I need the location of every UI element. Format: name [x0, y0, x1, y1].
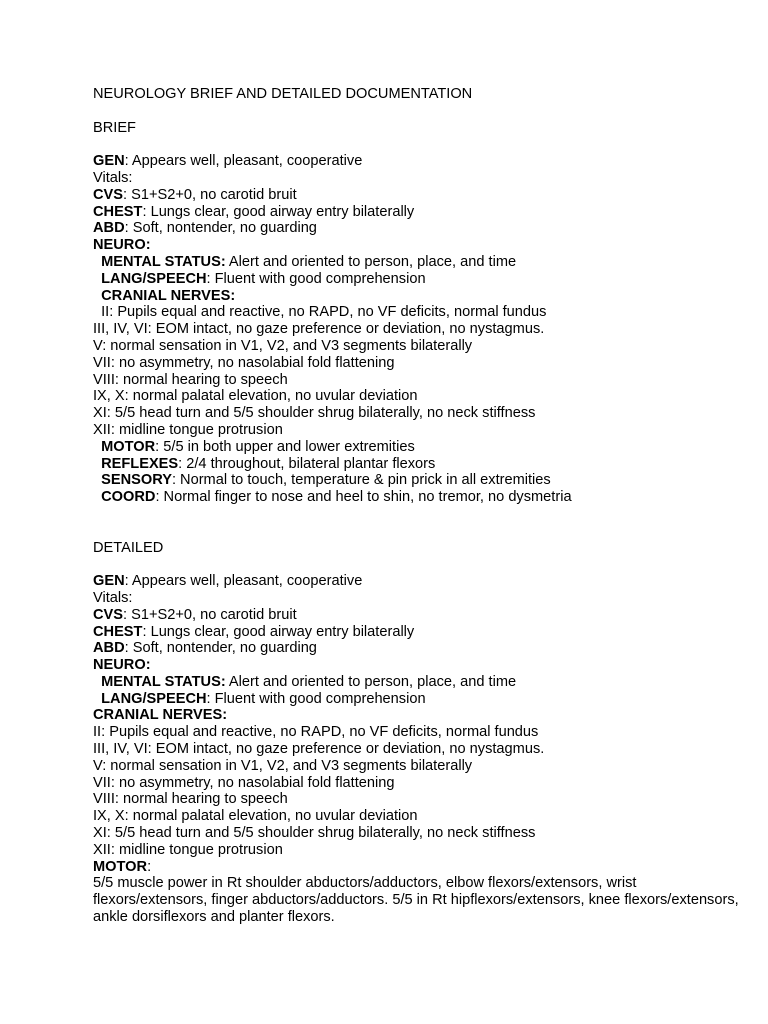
detailed-cn-3-4-6: III, IV, VI: EOM intact, no gaze preference or deviation, no nystagmus.: [93, 741, 545, 758]
brief-sensory-text: : Normal to touch, temperature & pin prick in all extremities: [171, 472, 551, 489]
document-title: NEUROLOGY BRIEF AND DETAILED DOCUMENTATION: [93, 86, 473, 102]
brief-cn-9-10: IX, X: normal palatal elevation, no uvular deviation: [93, 388, 418, 405]
detailed-motor-paragraph: 5/5 muscle power in Rt shoulder abductors/adductors, elbow flexors/extensors, wrist flexors/extensors, finger abductors/adductors. 5/5 in Rt hipflexors/extensors, knee flexors/extensors, ankle dorsiflexors and planter flexors.: [93, 875, 739, 926]
brief-lang-line: [93, 271, 753, 288]
detailed-heading: DETAILED: [93, 539, 164, 556]
brief-neuro-line: [93, 237, 753, 254]
detailed-lang-label: LANG/SPEECH: [101, 690, 207, 707]
detailed-gen-line: [93, 573, 753, 590]
detailed-abd-label: ABD: [93, 640, 125, 657]
brief-cn-7: VII: no asymmetry, no nasolabial fold flattening: [93, 354, 395, 371]
brief-mental-label: MENTAL STATUS:: [101, 253, 226, 270]
detailed-mental-text: Alert and oriented to person, place, and time: [225, 673, 517, 690]
brief-sensory-line: [93, 472, 753, 489]
brief-cranial-line: [93, 288, 753, 305]
detailed-motor-line: [93, 859, 753, 876]
detailed-chest-line: [93, 624, 753, 641]
brief-mental-line: [93, 254, 753, 271]
detailed-lang-text: : Fluent with good comprehension: [206, 690, 426, 707]
brief-cn-12: XII: midline tongue protrusion: [93, 421, 283, 438]
detailed-gen-label: GEN: [93, 573, 125, 590]
detailed-neuro-label: NEURO:: [93, 657, 151, 674]
brief-coord-label: COORD: [101, 489, 156, 506]
brief-cvs-line: [93, 187, 753, 204]
detailed-cn-9-10: IX, X: normal palatal elevation, no uvular deviation: [93, 808, 418, 825]
detailed-abd-text: : Soft, nontender, no guarding: [124, 640, 317, 657]
brief-gen-text: : Appears well, pleasant, cooperative: [124, 153, 363, 170]
brief-motor-label: MOTOR: [101, 438, 156, 455]
detailed-cn-8: VIII: normal hearing to speech: [93, 791, 288, 808]
brief-chest-text: : Lungs clear, good airway entry bilaterally: [142, 203, 415, 220]
detailed-cn-11: XI: 5/5 head turn and 5/5 shoulder shrug bilaterally, no neck stiffness: [93, 825, 536, 842]
brief-coord-text: : Normal finger to nose and heel to shin, no tremor, no dysmetria: [155, 489, 572, 506]
detailed-cn-5: V: normal sensation in V1, V2, and V3 segments bilaterally: [93, 757, 473, 774]
detailed-mental-label: MENTAL STATUS:: [101, 673, 226, 690]
brief-chest-label: CHEST: [93, 203, 143, 220]
brief-cn-11: XI: 5/5 head turn and 5/5 shoulder shrug bilaterally, no neck stiffness: [93, 405, 536, 422]
brief-gen-line: [93, 153, 753, 170]
brief-gen-label: GEN: [93, 153, 125, 170]
brief-reflexes-line: [93, 456, 753, 473]
detailed-mental-line: [93, 674, 753, 691]
brief-motor-line: [93, 439, 753, 456]
brief-reflexes-label: REFLEXES: [101, 455, 179, 472]
brief-lang-text: : Fluent with good comprehension: [206, 270, 426, 287]
brief-abd-text: : Soft, nontender, no guarding: [124, 220, 317, 237]
detailed-motor-text: :: [147, 858, 152, 875]
brief-heading: BRIEF: [93, 119, 136, 136]
detailed-neuro-line: [93, 657, 753, 674]
detailed-lang-line: [93, 691, 753, 708]
brief-neuro-label: NEURO:: [93, 237, 151, 254]
detailed-chest-label: CHEST: [93, 623, 143, 640]
detailed-cvs-label: CVS: [93, 606, 124, 623]
brief-cranial-label: CRANIAL NERVES:: [101, 287, 236, 304]
detailed-cvs-line: [93, 607, 753, 624]
brief-motor-text: : 5/5 in both upper and lower extremities: [155, 438, 415, 455]
brief-cn-5: V: normal sensation in V1, V2, and V3 segments bilaterally: [93, 337, 473, 354]
detailed-cn-12: XII: midline tongue protrusion: [93, 841, 283, 858]
brief-cn-2: II: Pupils equal and reactive, no RAPD, no VF deficits, normal fundus: [93, 304, 547, 321]
brief-sensory-label: SENSORY: [101, 472, 172, 489]
document-page: [93, 86, 753, 926]
brief-cn-8: VIII: normal hearing to speech: [93, 371, 288, 388]
detailed-gen-text: : Appears well, pleasant, cooperative: [124, 573, 363, 590]
brief-abd-line: [93, 220, 753, 237]
detailed-abd-line: [93, 640, 753, 657]
brief-reflexes-text: : 2/4 throughout, bilateral plantar flexors: [178, 455, 436, 472]
detailed-cranial-label: CRANIAL NERVES:: [93, 707, 228, 724]
detailed-cn-2: II: Pupils equal and reactive, no RAPD, no VF deficits, normal fundus: [93, 724, 539, 741]
detailed-cn-7: VII: no asymmetry, no nasolabial fold flattening: [93, 774, 395, 791]
brief-cvs-label: CVS: [93, 186, 124, 203]
detailed-cranial-line: [93, 707, 753, 724]
detailed-vitals-line: Vitals:: [93, 589, 133, 606]
brief-cvs-text: : S1+S2+0, no carotid bruit: [123, 186, 297, 203]
brief-chest-line: [93, 204, 753, 221]
brief-lang-label: LANG/SPEECH: [101, 270, 207, 287]
brief-abd-label: ABD: [93, 220, 125, 237]
detailed-cvs-text: : S1+S2+0, no carotid bruit: [123, 606, 297, 623]
brief-coord-line: [93, 489, 753, 506]
brief-cn-3-4-6: III, IV, VI: EOM intact, no gaze preference or deviation, no nystagmus.: [93, 321, 545, 338]
brief-vitals-line: Vitals:: [93, 169, 133, 186]
detailed-motor-label: MOTOR: [93, 858, 148, 875]
brief-mental-text: Alert and oriented to person, place, and time: [225, 253, 517, 270]
detailed-chest-text: : Lungs clear, good airway entry bilaterally: [142, 623, 415, 640]
